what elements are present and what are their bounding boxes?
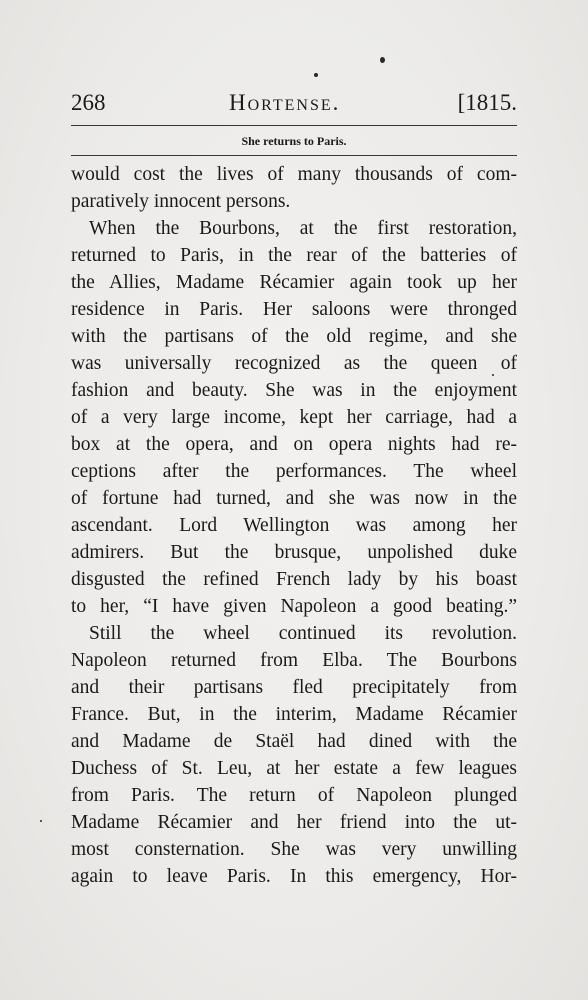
- text-line: fashion and beauty. She was in the enjoyment: [71, 380, 517, 401]
- text-line: from Paris. The return of Napoleon plunged: [71, 785, 517, 806]
- text-line: and their partisans fled precipitately from: [71, 677, 517, 698]
- text-line: residence in Paris. Her saloons were thronged: [71, 299, 517, 320]
- header-rule-top: [71, 125, 517, 126]
- text-line: paratively innocent persons.: [71, 191, 291, 212]
- text-line: of a very large income, kept her carriage, had a: [71, 407, 517, 428]
- header-rule-bottom: [71, 155, 517, 156]
- ink-speck: [40, 820, 42, 822]
- text-line: ascendant. Lord Wellington was among her: [71, 515, 517, 536]
- text-line: most consternation. She was very unwilling: [71, 839, 517, 860]
- ink-speck: [380, 57, 385, 63]
- section-heading: She returns to Paris.: [241, 134, 347, 148]
- body-text: [71, 161, 517, 890]
- text-line: and Madame de Staël had dined with the: [71, 731, 517, 752]
- text-line: the Allies, Madame Récamier again took up her: [71, 272, 517, 293]
- text-line: to her, “I have given Napoleon a good beating.”: [71, 596, 517, 617]
- text-line: Duchess of St. Leu, at her estate a few leagues: [71, 758, 517, 779]
- text-line: box at the opera, and on opera nights had re-: [71, 434, 517, 455]
- text-line: Still the wheel continued its revolution.: [89, 623, 517, 644]
- text-line: ceptions after the performances. The wheel: [71, 461, 517, 482]
- text-line: Napoleon returned from Elba. The Bourbons: [71, 650, 517, 671]
- page-number: 268: [71, 90, 106, 115]
- text-line: When the Bourbons, at the first restoration,: [89, 218, 517, 239]
- running-header: [71, 88, 517, 118]
- text-line: France. But, in the interim, Madame Récamier: [71, 704, 517, 725]
- text-line: again to leave Paris. In this emergency, Hor-: [71, 866, 517, 887]
- text-line: was universally recognized as the queen of: [71, 353, 517, 374]
- running-title: Hortense.: [229, 90, 341, 115]
- ink-speck: [314, 73, 318, 77]
- text-line: of fortune had turned, and she was now in the: [71, 488, 517, 509]
- text-line: Madame Récamier and her friend into the ut-: [71, 812, 517, 833]
- text-line: with the partisans of the old regime, and she: [71, 326, 517, 347]
- header-year: [1815.: [457, 90, 517, 115]
- text-line: returned to Paris, in the rear of the batteries of: [71, 245, 517, 266]
- text-line: admirers. But the brusque, unpolished duke: [71, 542, 517, 563]
- text-line: disgusted the refined French lady by his boast: [71, 569, 517, 590]
- text-line: would cost the lives of many thousands of com-: [71, 164, 517, 185]
